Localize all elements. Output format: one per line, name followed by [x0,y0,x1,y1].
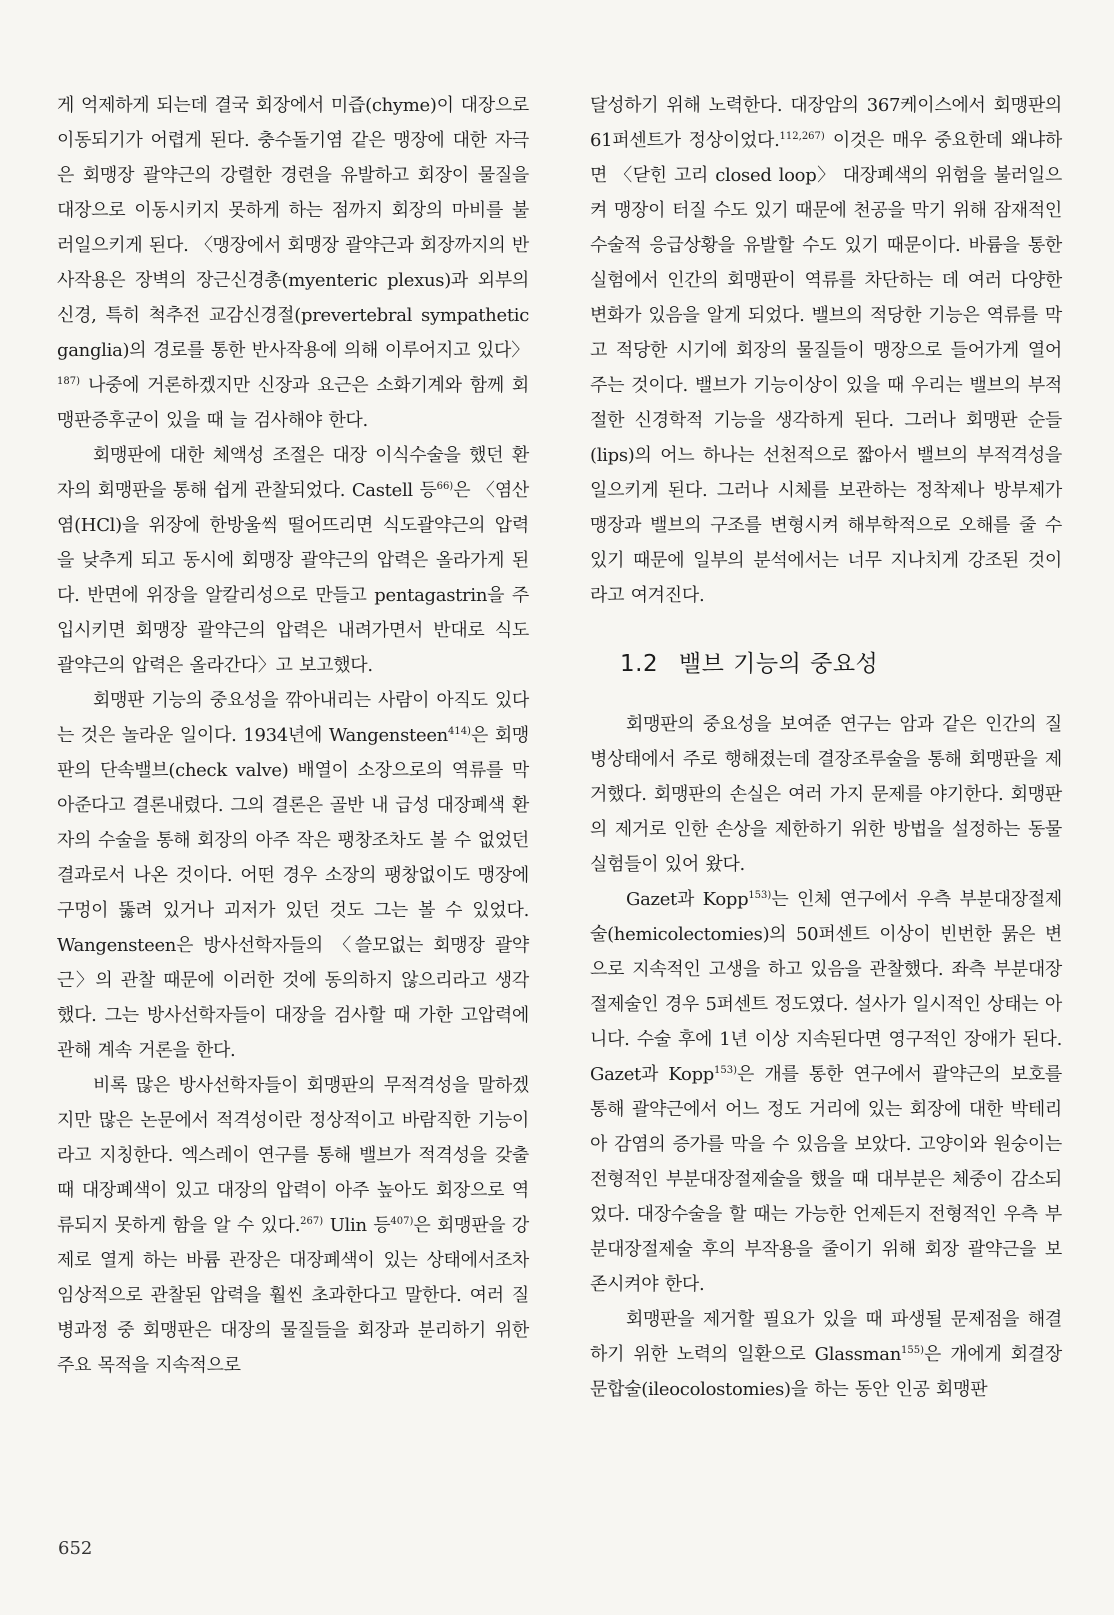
citation-superscript: 66) [436,481,454,492]
text-run: 은 개를 통한 연구에서 괄약근의 보호를 통해 괄약근에서 어느 정도 거리에 있는 회장에 대한 박테리아 감염의 증가를 막을 수 있음을 보았다. 고양이와 원숭이는 전형적인 부분대장절제술을 했을 때 대부분은 체중이 감소되었다. 대장수술을 할 때는 가능한 언제든지 전형적인 우측 부분대장절제술 후의 부작용을 줄이기 위해 회장 괄약근을 보존시켜야 한다. [590,1064,1062,1295]
text-run: 은 개에게 회결장문합술(ileocolostomies)을 하는 동안 인공 회맹판 [590,1344,1062,1400]
paragraph [590,88,1062,613]
page-number: 652 [58,1538,93,1559]
text-run: 회맹판의 중요성을 보여준 연구는 암과 같은 인간의 질병상태에서 주로 행해졌는데 결장조루술을 통해 회맹판을 제거했다. 회맹판의 손실은 여러 가지 문제를 야기한다. 회맹판의 제거로 인한 손상을 제한하기 위한 방법을 설정하는 동물실험들이 있어 왔다. [590,714,1062,875]
paragraph [57,88,529,438]
text-run: 달성하기 위해 노력한다. 대장암의 367케이스에서 회맹판의 61퍼센트가 정상이었다. [590,95,1062,151]
text-run: 회맹판에 대한 체액성 조절은 대장 이식수술을 했던 환자의 회맹판을 통해 쉽게 관찰되었다. Castell 등 [57,445,529,501]
paragraph [57,683,529,1068]
text-run: 은 회맹판의 단속밸브(check valve) 배열이 소장으로의 역류를 막아준다고 결론내렸다. 그의 결론은 골반 내 급성 대장폐색 환자의 수술을 통해 회장의 아주 작은 팽창조차도 볼 수 없었던 결과로서 나온 것이다. 어떤 경우 소장의 팽창없이도 맹장에 구멍이 뚫려 있거나 괴저가 있던 것도 그는 볼 수 있었다. Wangensteen은 방사선학자들의 〈쓸모없는 회맹장 괄약근〉의 관찰 때문에 이러한 것에 동의하지 않으리라고 생각했다. 그는 방사선학자들이 대장을 검사할 때 가한 고압력에 관해 계속 거론을 한다. [57,725,530,1061]
text-run: 은 〈염산염(HCl)을 위장에 한방울씩 떨어뜨리면 식도괄약근의 압력을 낮추게 되고 동시에 회맹장 괄약근의 압력은 올라가게 된다. 반면에 위장을 알칼리성으로 만들고 pentagastrin을 주입시키면 회맹장 괄약근의 압력은 내려가면서 반대로 식도 괄약근의 압력은 올라간다〉고 보고했다. [57,480,529,676]
text-run: 게 억제하게 되는데 결국 회장에서 미즙(chyme)이 대장으로 이동되기가 어렵게 된다. 충수돌기염 같은 맹장에 대한 자극은 회맹장 괄약근의 강렬한 경련을 유발하고 회장이 물질을 대장으로 이동시키지 못하게 하는 점까지 회장의 마비를 불러일으키게 된다. 〈맹장에서 회맹장 괄약근과 회장까지의 반사작용은 장벽의 장근신경총(myenteric plexus)과 외부의 신경, 특히 척추전 교감신경절(prevertebral sympathetic ganglia)의 경로를 통한 반사작용에 의해 이루어지고 있다〉 [57,95,529,361]
right-column [590,88,1062,1407]
citation-superscript: 153) [714,1065,738,1076]
citation-superscript: 153) [748,890,772,901]
text-run: 회맹판 기능의 중요성을 깎아내리는 사람이 아직도 있다는 것은 놀라운 일이다. 1934년에 Wangensteen [57,690,529,746]
right-column-text-top [590,88,1062,613]
left-column [57,88,529,1383]
right-column-text-bottom [590,707,1062,1407]
text-run: 나중에 거론하겠지만 신장과 요근은 소화기계와 함께 회맹판증후군이 있을 때 늘 검사해야 한다. [57,375,529,431]
paragraph [590,882,1062,1302]
text-run: Ulin 등 [323,1215,391,1236]
text-run: 은 회맹판을 강제로 열게 하는 바륨 관장은 대장폐색이 있는 상태에서조차 임상적으로 관찰된 압력을 훨씬 초과한다고 말한다. 여러 질병과정 중 회맹판은 대장의 물질들을 회장과 분리하기 위한 주요 목적을 지속적으로 [57,1215,529,1376]
text-run: 회맹판을 제거할 필요가 있을 때 파생될 문제점을 해결하기 위한 노력의 일환으로 Glassman [590,1309,1062,1365]
citation-superscript: 155) [901,1345,925,1356]
text-run: Gazet과 Kopp [626,889,749,910]
text-run: 이것은 매우 중요한데 왜냐하면 〈닫힌 고리 closed loop〉 대장폐색의 위험을 불러일으켜 맹장이 터질 수도 있기 때문에 천공을 막기 위해 잠재적인 수술적 응급상황을 유발할 수도 있기 때문이다. 바륨을 통한 실험에서 인간의 회맹판이 역류를 차단하는 데 여러 다양한 변화가 있음을 알게 되었다. 밸브의 적당한 기능은 역류를 막고 적당한 시기에 회장의 물질들이 맹장으로 들어가게 열어주는 것이다. 밸브가 기능이상이 있을 때 우리는 밸브의 부적절한 신경학적 기능을 생각하게 된다. 그러나 회맹판 순들(lips)의 어느 하나는 선천적으로 짧아서 밸브의 부적격성을 일으키게 된다. 그러나 시체를 보관하는 정착제나 방부제가 맹장과 밸브의 구조를 변형시켜 해부학적으로 오해를 줄 수 있기 때문에 일부의 분석에서는 너무 지나치게 강조된 것이라고 여겨진다. [590,130,1062,606]
paragraph [57,438,529,683]
citation-superscript: 187) [57,376,80,387]
section-title: 밸브 기능의 중요성 [678,651,879,677]
citation-superscript: 414) [447,726,471,737]
paragraph [57,1068,529,1383]
paragraph [590,707,1062,882]
citation-superscript: 407) [390,1216,414,1227]
paragraph [590,1302,1062,1407]
citation-superscript: 112,267) [779,131,825,142]
text-run: 는 인체 연구에서 우측 부분대장절제술(hemicolectomies)의 50퍼센트 이상이 빈번한 묽은 변으로 지속적인 고생을 하고 있음을 관찰했다. 좌측 부분대장절제술인 경우 5퍼센트 정도였다. 설사가 일시적인 상태는 아니다. 수술 후에 1년 이상 지속된다면 영구적인 장애가 된다. Gazet과 Kopp [590,889,1062,1085]
section-number: 1.2 [620,651,659,677]
section-heading [590,647,1062,681]
citation-superscript: 267) [300,1216,324,1227]
text-run: 비록 많은 방사선학자들이 회맹판의 무적격성을 말하겠지만 많은 논문에서 적격성이란 정상적이고 바람직한 기능이라고 지칭한다. 엑스레이 연구를 통해 밸브가 적격성을 갖출 때 대장폐색이 있고 대장의 압력이 아주 높아도 회장으로 역류되지 못하게 함을 알 수 있다. [57,1075,529,1236]
